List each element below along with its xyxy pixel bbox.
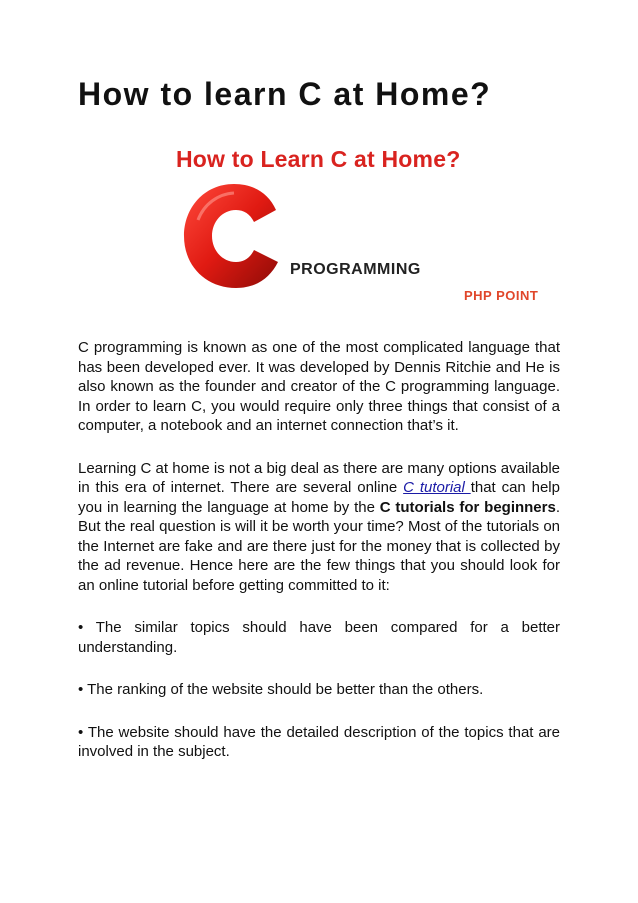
paragraph-text: . But the real question is will it be worth your time? Most of the tutorials on the Internet are fake and are there just for the money that is collected by the ad revenue. Hence here are the few things that you should look for an online tutorial before getting committed to it: — [78, 498, 561, 594]
bold-phrase: C tutorials for beginners — [379, 498, 556, 516]
banner-heading: How to Learn C at Home? — [176, 146, 461, 172]
paragraph-learning — [78, 459, 560, 596]
page-title: How to learn C at Home? — [78, 76, 492, 112]
c-tutorial-link[interactable]: C tutorial — [403, 479, 471, 496]
bullet-item: • The ranking of the website should be better than the others. — [78, 681, 484, 698]
paragraph-text: Learning C at home is not a big deal as there are many options available in this era of internet. There are several online — [78, 459, 560, 496]
bullet-item: • The similar topics should have been compared for a better understanding. — [78, 619, 560, 656]
banner-image — [170, 140, 570, 315]
c-letter-logo — [178, 180, 288, 292]
brand-logo: PHP POINT — [464, 288, 539, 303]
bullet-item: • The website should have the detailed description of the topics that are involved in the subject. — [78, 723, 560, 760]
paragraph-text: that can help you in learning the language at home by the — [78, 479, 560, 516]
article-body — [78, 338, 560, 785]
paragraph-intro: C programming is known as one of the most complicated language that has been developed ever. It was developed by Dennis Ritchie and He is also known as the founder and creator of the C programming language. In order to learn C, you would require only three things that consist of a computer, a notebook and an internet connection that’s it. — [78, 339, 560, 434]
banner-subtitle: PROGRAMMING — [290, 261, 421, 278]
